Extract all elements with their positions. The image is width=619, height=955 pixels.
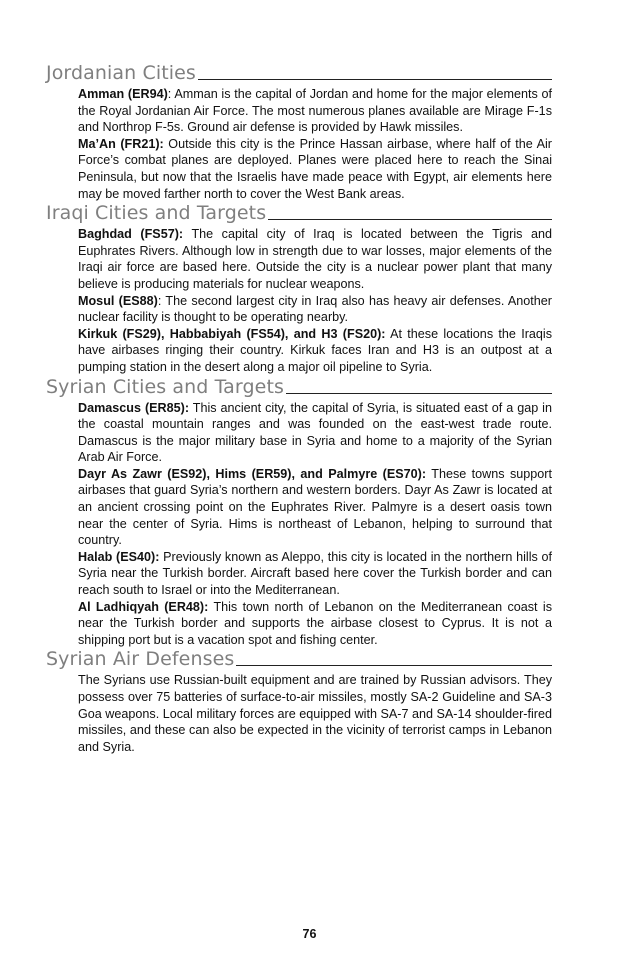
entry-name: Halab (ES40): <box>78 549 160 564</box>
entry-paragraph <box>78 326 552 376</box>
entry-text: Previously known as Aleppo, this city is located in the northern hills of Syria near the Turkish border. Aircraft based here cover the Turkish border and can reach south to Israel or into the Mediterranean. <box>78 549 552 598</box>
entry-paragraph <box>78 549 552 599</box>
entry-paragraph <box>78 672 552 755</box>
entry-name: Amman (ER94) <box>78 87 168 101</box>
heading-rule <box>286 393 552 394</box>
entry-name: Damascus (ER85): <box>78 400 190 415</box>
entry-name: Al Ladhiqyah (ER48): <box>78 599 209 614</box>
section-heading-text: Syrian Cities and Targets <box>46 375 284 398</box>
section-heading-syrian-cities <box>46 375 552 398</box>
section-body <box>78 226 552 375</box>
section-body <box>78 672 552 755</box>
entry-text: The Syrians use Russian-built equipment and are trained by Russian advisors. They possess over 75 batteries of surface-to-air missiles, mostly SA-2 Guideline and SA-3 Goa weapons. Local military forces are equipped with SA-7 and SA-14 shoulder-fired missiles, and these can also be expected in the vicinity of terrorist camps in Lebanon and Syria. <box>78 673 552 754</box>
entry-name: Baghdad (FS57): <box>78 227 184 242</box>
section-heading-text: Syrian Air Defenses <box>46 648 235 671</box>
entry-text: This town north of Lebanon on the Mediterranean coast is near the Turkish border and supports the airbase closest to Cyprus. It is not a shipping port but is a vacation spot and fishing center. <box>78 599 552 647</box>
heading-rule <box>268 219 552 220</box>
page-content <box>46 64 552 755</box>
section-body <box>78 86 552 202</box>
section-heading-iraqi-cities <box>46 204 552 223</box>
entry-paragraph <box>78 86 552 136</box>
entry-text: Amman is the capital of Jordan and home for the major elements of the Royal Jordanian Air Force. The most numerous planes available are Mirage F-1s and Northrop F-5s. Ground air defense is provided by Hawk missiles. <box>78 87 552 135</box>
entry-text: The second largest city in Iraq also has heavy air defenses. Another nuclear facility is thought to be operating nearby. <box>78 293 553 325</box>
page-number: 76 <box>302 927 317 941</box>
entry-text: The capital city of Iraq is located between the Tigris and Euphrates Rivers. Although low in strength due to war losses, major elements of the Iraqi air force are based here. Outside the city is a nuclear power plant that many believe is producing materials for nuclear weapons. <box>78 227 552 291</box>
entry-name: Kirkuk (FS29), Habbabiyah (FS54), and H3 (FS20): <box>78 326 386 341</box>
entry-paragraph <box>78 599 552 649</box>
entry-text: Outside this city is the Prince Hassan airbase, where half of the Air Force’s combat planes are deployed. Planes were placed here to reach the Sinai Peninsula, but now that the Israelis have made peace with Egypt, air elements here may be moved farther north to cover the West Bank areas. <box>78 136 552 201</box>
heading-rule <box>236 665 552 666</box>
heading-rule <box>198 79 552 80</box>
entry-name: Ma’An (FR21): <box>78 136 164 151</box>
entry-paragraph <box>78 400 552 466</box>
entry-text: These towns support airbases that guard Syria’s northern and western borders. Dayr As Zawr is located at an ancient crossing point on the Euphrates River. Palmyre is a desert oasis town near the center of Syria. Hims is northeast of Lebanon, helping to surround that country. <box>78 466 552 548</box>
section-heading-text: Iraqi Cities and Targets <box>46 202 267 225</box>
entry-sep: : <box>167 87 175 101</box>
entry-text: This ancient city, the capital of Syria, is situated east of a gap in the coastal mountain ranges and was founded on the east-west trade route. Damascus is the major military base in Syria and home to a majority of the Syrian Arab Air Force. <box>78 400 552 465</box>
section-heading-syrian-air-defenses <box>46 650 552 669</box>
entry-paragraph <box>78 226 552 292</box>
entry-paragraph <box>78 136 552 202</box>
section-body <box>78 400 552 649</box>
entry-paragraph <box>78 466 552 549</box>
entry-name: Dayr As Zawr (ES92), Hims (ER59), and Palmyre (ES70): <box>78 466 427 481</box>
entry-paragraph <box>78 293 552 326</box>
entry-text: At these locations the Iraqis have airbases ringing their country. Kirkuk faces Iran and H3 is an outpost at a pumping station in the desert along a major oil pipeline to Syria. <box>78 326 553 374</box>
section-heading-text: Jordanian Cities <box>46 62 196 84</box>
section-heading-jordanian-cities <box>46 64 552 83</box>
entry-name: Mosul (ES88) <box>78 293 158 308</box>
entry-sep: : <box>157 293 166 308</box>
